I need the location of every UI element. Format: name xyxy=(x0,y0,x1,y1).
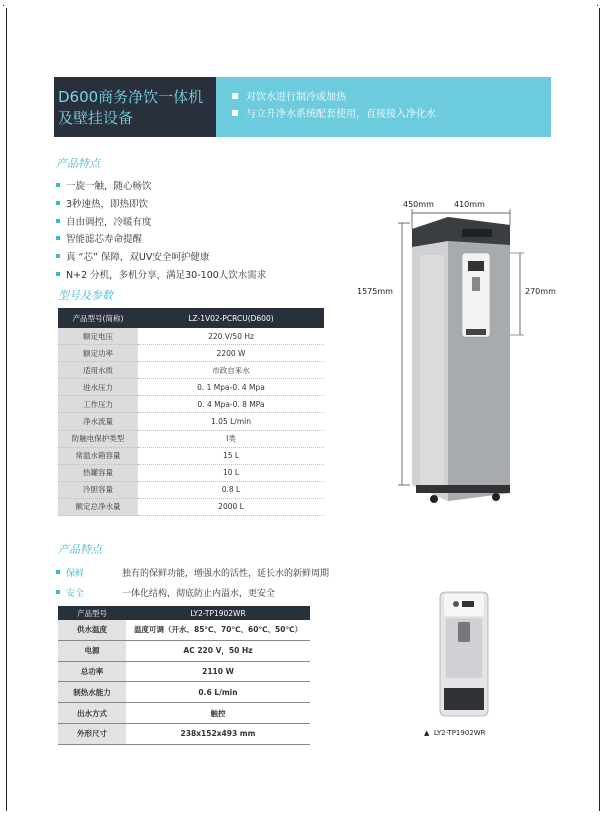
feature-item: N+2 分机，多机分享，满足30-100人饮水需求 xyxy=(56,267,266,285)
table-row: 工作压力 0. 4 Mpa-0. 8 MPa xyxy=(58,396,324,413)
table-row: 额定总净水量 2000 L xyxy=(58,498,324,515)
feature-item: 3秒速热，即热即饮 xyxy=(56,196,266,214)
header-bullet: 对饮水进行制冷或加热 xyxy=(232,89,436,106)
header-title: D600商务净饮一体机 及壁挂设备 xyxy=(58,88,204,127)
square-bullet-icon xyxy=(56,272,60,276)
wall-unit-caption: ▲ LY2-TP1902WR xyxy=(424,729,486,737)
table-row: 额定电压 220 V/50 Hz xyxy=(58,328,324,345)
dimension-depth-label: 410mm xyxy=(454,200,485,209)
table-row: 净水流量 1.05 L/min xyxy=(58,413,324,430)
square-bullet-icon xyxy=(56,219,60,223)
feature2-item: 保鲜 独有的保鲜功能，增强水的活性，延长水的新鲜周期 xyxy=(56,566,329,579)
table-row: 适用水质 市政自来水 xyxy=(58,362,324,379)
feature2-item: 安全 一体化结构，彻底防止内溢水，更安全 xyxy=(56,586,275,599)
d600-machine-illustration xyxy=(350,195,580,515)
feature-item: 真 “芯” 保障，双UV安全呵护健康 xyxy=(56,249,266,267)
table-row: 进水压力 0. 1 Mpa-0. 4 Mpa xyxy=(58,379,324,396)
square-bullet-icon xyxy=(232,93,238,99)
dimension-panel-label: 270mm xyxy=(525,287,556,296)
features-list xyxy=(56,178,266,285)
feature-item: 智能滤芯寿命提醒 xyxy=(56,231,266,249)
header-bullets xyxy=(232,89,436,123)
square-bullet-icon xyxy=(56,590,60,594)
corner-mark: · xyxy=(2,1,6,12)
square-bullet-icon xyxy=(56,236,60,240)
table-row: 冷胆容量 0.8 L xyxy=(58,481,324,498)
table-row: 额定功率 2200 W xyxy=(58,345,324,362)
table-row: 电源 AC 220 V，50 Hz xyxy=(58,640,310,661)
features2-title: 产品特点 xyxy=(58,543,102,556)
dimension-width-label: 450mm xyxy=(403,200,434,209)
square-bullet-icon xyxy=(56,570,60,574)
dimension-height-label: 1575mm xyxy=(357,287,393,296)
corner-mark: · xyxy=(596,1,600,12)
table-row: 供水温度 温度可调（开水、85℃、70℃、60℃、50℃） xyxy=(58,620,310,640)
table-row: 防触电保护类型 I类 xyxy=(58,430,324,447)
table-row: 外形尺寸 238x152x493 mm xyxy=(58,723,310,744)
table-header: 产品型号 LY2-TP1902WR xyxy=(58,606,310,620)
wall-unit-illustration xyxy=(436,590,492,720)
table-header: 产品型号(简称) LZ-1V02-PCRCU(D600) xyxy=(58,308,324,328)
square-bullet-icon xyxy=(232,110,238,116)
square-bullet-icon xyxy=(56,254,60,258)
table-row: 出水方式 触控 xyxy=(58,703,310,724)
spec-table-2 xyxy=(58,606,310,745)
table-row: 常温水箱容量 15 L xyxy=(58,447,324,464)
feature-item: 一旋一触，随心畅饮 xyxy=(56,178,266,196)
header-bullet: 与立升净水系统配套使用，直接接入净化水 xyxy=(232,106,436,123)
square-bullet-icon xyxy=(56,201,60,205)
table-row: 制热水能力 0.6 L/min xyxy=(58,682,310,703)
spec-table xyxy=(58,308,324,516)
table-row: 热罐容量 10 L xyxy=(58,464,324,481)
feature-item: 自由调控，冷暖有度 xyxy=(56,214,266,232)
spec-title: 型号及参数 xyxy=(58,289,113,302)
square-bullet-icon xyxy=(56,183,60,187)
features-title: 产品特点 xyxy=(56,157,100,170)
table-row: 总功率 2110 W xyxy=(58,661,310,682)
